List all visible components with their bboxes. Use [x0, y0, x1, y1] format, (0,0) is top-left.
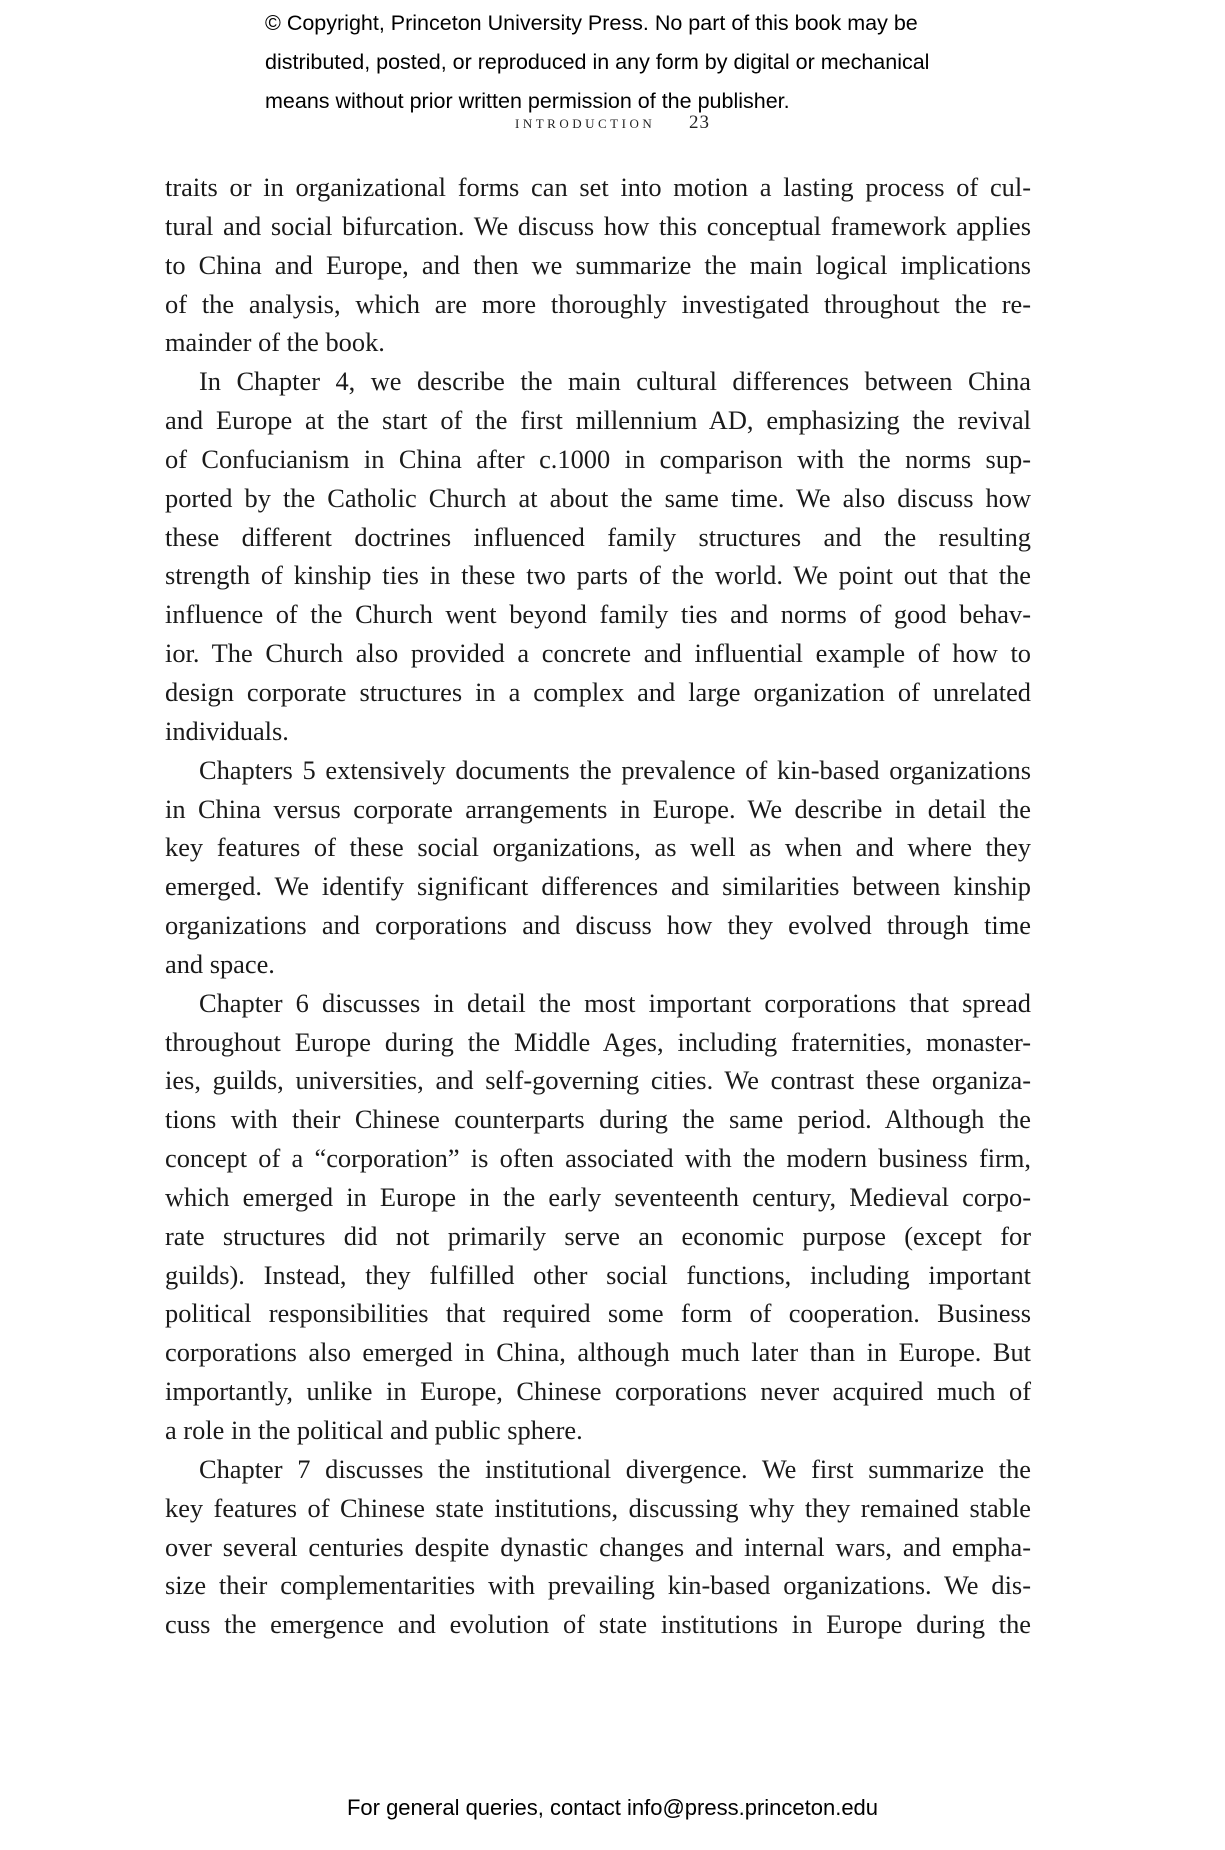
- footer-contact: For general queries, contact info@press.princeton.edu: [346, 1795, 879, 1820]
- running-head-section: introduction: [515, 112, 656, 133]
- paragraph: [165, 1450, 1031, 1644]
- text-line: over several centuries despite dynastic changes and internal wars, and empha-: [165, 1531, 1031, 1562]
- text-line: tions with their Chinese counterparts during the same period. Although the: [165, 1104, 1031, 1135]
- text-line: emerged. We identify significant differences and similarities between kinship: [165, 871, 1031, 902]
- text-line: Chapter 7 discusses the institutional divergence. We first summarize the: [199, 1453, 1031, 1484]
- text-line: organizations and corporations and discuss how they evolved through time: [165, 910, 1031, 941]
- text-line: Chapters 5 extensively documents the prevalence of kin-based organizations: [199, 754, 1031, 785]
- text-line: and Europe at the start of the first millennium AD, emphasizing the revival: [165, 405, 1031, 436]
- text-line: size their complementarities with prevailing kin-based organizations. We dis-: [165, 1570, 1031, 1601]
- text-line: in China versus corporate arrangements in Europe. We describe in detail the: [165, 793, 1031, 824]
- running-head: [0, 112, 1225, 134]
- text-line: In Chapter 4, we describe the main cultural differences between China: [199, 366, 1031, 397]
- text-line: key features of Chinese state institutions, discussing why they remained stable: [165, 1492, 1031, 1523]
- text-line: tural and social bifurcation. We discuss how this conceptual framework applies: [165, 210, 1031, 241]
- text-line: concept of a “corporation” is often associated with the modern business firm,: [165, 1143, 1031, 1174]
- text-line: key features of these social organizations, as well as when and where they: [165, 832, 1031, 863]
- text-line: guilds). Instead, they fulfilled other social functions, including important: [165, 1259, 1031, 1290]
- text-line: of the analysis, which are more thoroughly investigated throughout the re-: [165, 288, 1031, 319]
- text-line: design corporate structures in a complex and large organization of unrelated: [165, 676, 1031, 707]
- text-line: individuals.: [165, 715, 289, 746]
- body-text: [165, 168, 1031, 1644]
- text-line: traits or in organizational forms can set into motion a lasting process of cul-: [165, 172, 1031, 202]
- text-line: these different doctrines influenced family structures and the resulting: [165, 521, 1031, 552]
- copyright-line: distributed, posted, or reproduced in any form by digital or mechanical: [265, 49, 930, 74]
- copyright-line: means without prior written permission of the publisher.: [265, 88, 790, 113]
- paragraph: [165, 984, 1031, 1450]
- text-line: throughout Europe during the Middle Ages, including fraternities, monaster-: [165, 1026, 1031, 1057]
- text-line: of Confucianism in China after c.1000 in comparison with the norms sup-: [165, 443, 1031, 474]
- text-line: cuss the emergence and evolution of state institutions in Europe during the: [165, 1609, 1031, 1640]
- paragraph: [165, 168, 1031, 362]
- text-line: ported by the Catholic Church at about the same time. We also discuss how: [165, 482, 1031, 513]
- text-line: ies, guilds, universities, and self-governing cities. We contrast these organiza-: [165, 1065, 1031, 1096]
- copyright-notice: [265, 10, 1025, 127]
- text-line: Chapter 6 discusses in detail the most important corporations that spread: [199, 987, 1031, 1018]
- text-line: mainder of the book.: [165, 327, 385, 358]
- text-line: importantly, unlike in Europe, Chinese corporations never acquired much of: [165, 1376, 1031, 1407]
- page-number: 23: [688, 112, 710, 133]
- text-line: influence of the Church went beyond family ties and norms of good behav-: [165, 599, 1031, 630]
- text-line: ior. The Church also provided a concrete and influential example of how to: [165, 638, 1031, 669]
- paragraph: [165, 362, 1031, 750]
- text-line: political responsibilities that required some form of cooperation. Business: [165, 1298, 1031, 1329]
- text-line: rate structures did not primarily serve an economic purpose (except for: [165, 1220, 1031, 1251]
- copyright-line: © Copyright, Princeton University Press. No part of this book may be: [265, 11, 918, 35]
- paragraph: [165, 751, 1031, 984]
- text-line: which emerged in Europe in the early seventeenth century, Medieval corpo-: [165, 1181, 1031, 1212]
- text-line: strength of kinship ties in these two parts of the world. We point out that the: [165, 560, 1031, 591]
- text-line: corporations also emerged in China, although much later than in Europe. But: [165, 1337, 1031, 1368]
- text-line: to China and Europe, and then we summarize the main logical implications: [165, 249, 1031, 280]
- text-line: a role in the political and public sphere.: [165, 1415, 583, 1445]
- text-line: and space.: [165, 948, 275, 979]
